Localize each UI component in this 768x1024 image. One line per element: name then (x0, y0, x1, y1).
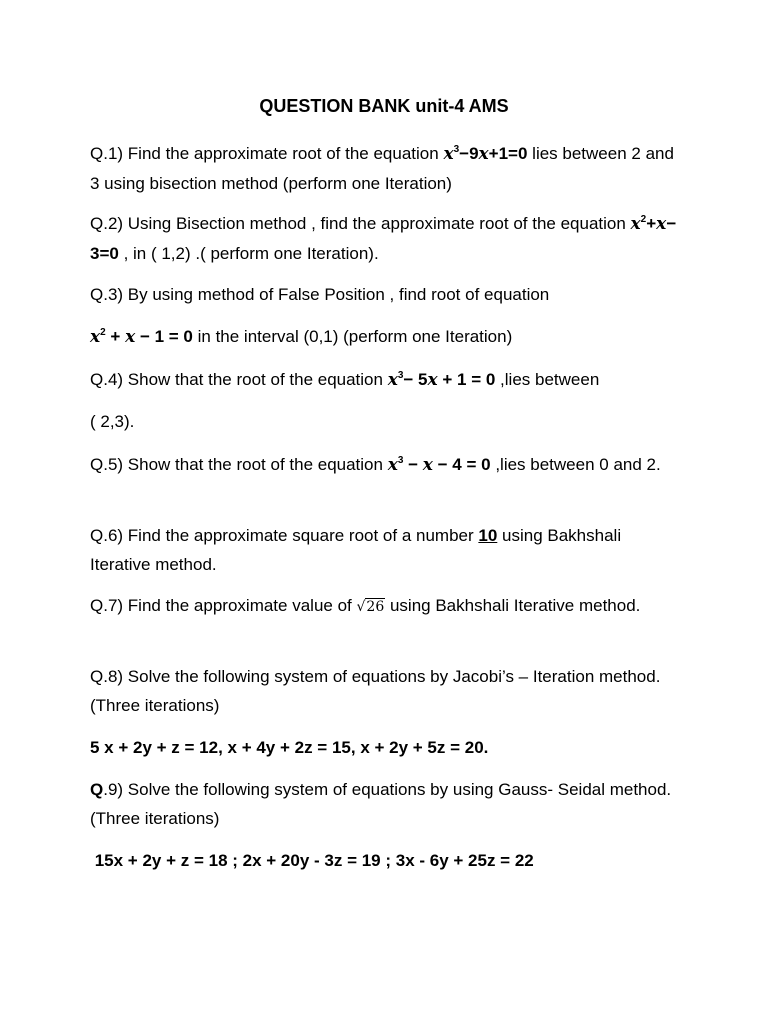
q5-var-x: x (387, 455, 398, 475)
q4-var-x: x (387, 370, 398, 390)
q9-text-a: .9) Solve the following system of equations by using Gauss- Seidal method. (Three iterations) (90, 780, 672, 828)
q1-text-a: Q.1) Find the approximate root of the equation (90, 144, 444, 163)
q5-text-d: ,lies between 0 and 2. (490, 455, 661, 474)
q4-exp: 3 (397, 370, 404, 381)
q3-exp: 2 (100, 327, 106, 338)
q4-eq-c: + 1 = 0 (437, 370, 496, 389)
q3-eq-b: + (105, 327, 126, 346)
page-title: QUESTION BANK unit-4 AMS (259, 96, 509, 116)
q5-eq-c: − 4 = 0 (432, 455, 491, 474)
q2-eq-c: − 3=0 (90, 214, 677, 263)
question-4-interval (90, 407, 680, 436)
q3-eq-c: − 1 = 0 (135, 327, 193, 346)
q4-text-a: Q.4) Show that the root of the equation (90, 370, 388, 389)
question-6 (90, 521, 680, 579)
question-9 (90, 775, 680, 833)
q5-var-x2: x (422, 455, 433, 475)
q4-var-x2: x (427, 370, 438, 390)
question-1 (90, 139, 680, 198)
radical-sign: √ (356, 599, 366, 615)
q2-eq-b: + (646, 214, 657, 233)
question-2 (90, 209, 680, 268)
sqrt-symbol (356, 598, 385, 615)
q2-text-d: , in ( 1,2) .( perform one Iteration). (118, 244, 379, 263)
q3-text-d: in the interval (0,1) (perform one Iteration) (192, 327, 513, 346)
q5-text-a: Q.5) Show that the root of the equation (90, 455, 388, 474)
q6-text-b: using Bakhshali Iterative method. (90, 526, 622, 574)
q1-eq-c: +1=0 (488, 144, 528, 163)
q1-exp: 3 (453, 144, 460, 155)
question-3 (90, 280, 680, 309)
q3-var-x2: x (125, 327, 136, 347)
q1-eq-b: −9 (459, 144, 479, 163)
question-8 (90, 662, 680, 720)
q4-text-d: ,lies between (495, 370, 600, 389)
q2-text-a: Q.2) Using Bisection method , find the approximate root of the equation (90, 214, 631, 233)
question-7 (90, 591, 680, 622)
q7-text-a: Q.7) Find the approximate value of (90, 596, 357, 615)
radicand: 26 (366, 599, 385, 615)
q6-text-a: Q.6) Find the approximate square root of a number (90, 526, 479, 545)
q9-label-q: Q (90, 780, 104, 799)
q4-eq-b: − 5 (403, 370, 428, 389)
q1-var-x: x (443, 144, 454, 164)
q1-var-x2: x (478, 144, 489, 164)
q3-text-a: Q.3) By using method of False Position , find root of equation (90, 285, 550, 304)
question-9-system: 15x + 2y + z = 18 ; 2x + 20y - 3z = 19 ; 3x - 6y + 25z = 22 (90, 851, 534, 870)
q2-var-x2: x (656, 214, 667, 234)
q2-exp: 2 (640, 214, 647, 225)
q6-number: 10 (478, 526, 498, 545)
q2-var-x: x (630, 214, 641, 234)
q7-text-b: using Bakhshali Iterative method. (385, 596, 641, 615)
question-8-system: 5 x + 2y + z = 12, x + 4y + 2z = 15, x + 2y + 5z = 20. (90, 738, 489, 757)
q5-exp: 3 (397, 455, 404, 466)
q3-var-x: x (90, 327, 101, 347)
q5-eq-b: − (403, 455, 423, 474)
q8-text-a: Q.8) Solve the following system of equations by Jacobi’s – Iteration method. (Three iterations) (90, 667, 661, 715)
question-3-equation (90, 322, 680, 352)
q4-text-e: ( 2,3). (90, 412, 135, 431)
q1-text-d: lies between 2 and 3 using bisection method (perform one Iteration) (90, 144, 674, 193)
question-4 (90, 365, 680, 395)
question-5 (90, 450, 680, 480)
